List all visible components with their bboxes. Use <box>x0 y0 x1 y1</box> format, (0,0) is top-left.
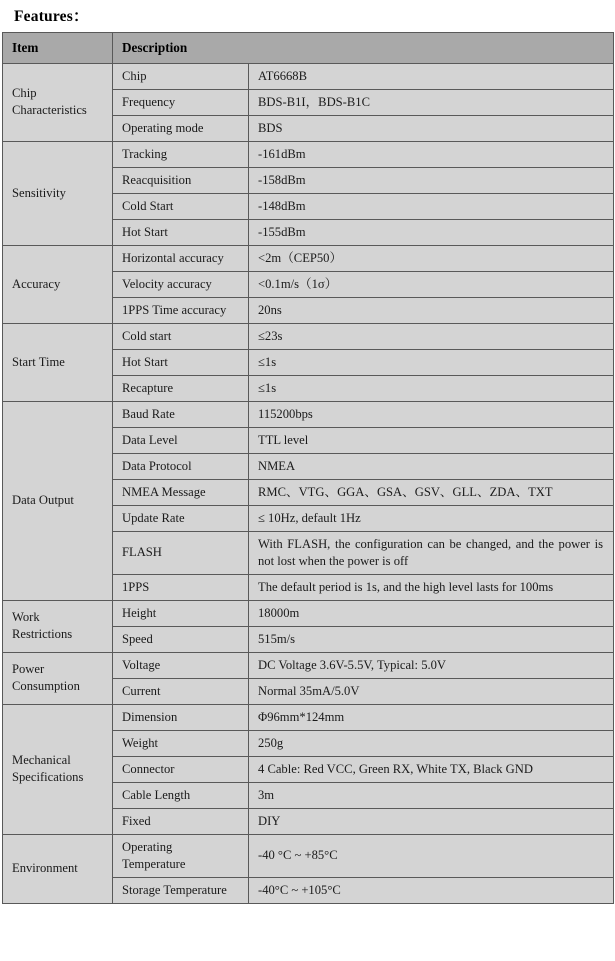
row-label: 1PPS Time accuracy <box>113 297 249 323</box>
row-value: -40°C ~ +105°C <box>249 877 614 903</box>
group-label <box>3 141 113 245</box>
row-label: Cold start <box>113 323 249 349</box>
row-label: Frequency <box>113 89 249 115</box>
row-value: TTL level <box>249 427 614 453</box>
row-label: Hot Start <box>113 349 249 375</box>
row-label: Horizontal accuracy <box>113 245 249 271</box>
column-header-item: Item <box>3 33 113 64</box>
row-label: Reacquisition <box>113 167 249 193</box>
row-label: FLASH <box>113 531 249 574</box>
column-header-description: Description <box>113 33 614 64</box>
table-header <box>3 33 614 64</box>
row-value: BDS-B1I，BDS-B1C <box>249 89 614 115</box>
row-value: Φ96mm*124mm <box>249 704 614 730</box>
group-label <box>3 323 113 401</box>
row-label: Storage Temperature <box>113 877 249 903</box>
row-value: The default period is 1s, and the high level lasts for 100ms <box>249 574 614 600</box>
specifications-table <box>2 32 614 904</box>
row-value: 515m/s <box>249 626 614 652</box>
row-value: Normal 35mA/5.0V <box>249 678 614 704</box>
group-label <box>3 652 113 704</box>
row-value: DIY <box>249 808 614 834</box>
group-label-line: Specifications <box>12 770 84 785</box>
row-value: -158dBm <box>249 167 614 193</box>
group-label <box>3 245 113 323</box>
row-label: 1PPS <box>113 574 249 600</box>
page-title: Features： <box>14 8 89 25</box>
group-label-line: Data Output <box>12 493 74 508</box>
row-label: Update Rate <box>113 505 249 531</box>
group-label-line: Work <box>12 610 40 625</box>
row-value: With FLASH, the configuration can be changed, and the power is not lost when the power is off <box>249 531 614 574</box>
group-label-line: Sensitivity <box>12 185 66 200</box>
row-label: Data Protocol <box>113 453 249 479</box>
group-label-line: Restrictions <box>12 627 73 642</box>
group-label-line: Characteristics <box>12 103 87 118</box>
row-value: 18000m <box>249 600 614 626</box>
row-label: Hot Start <box>113 219 249 245</box>
row-label: Cable Length <box>113 782 249 808</box>
table-header-row <box>3 33 614 64</box>
group-label-line: Chip <box>12 86 37 101</box>
table-row <box>3 652 614 678</box>
row-label-line: Temperature <box>122 856 186 871</box>
row-value: -40 °C ~ +85°C <box>249 834 614 877</box>
table-row <box>3 600 614 626</box>
row-label: Recapture <box>113 375 249 401</box>
row-value: RMC、VTG、GGA、GSA、GSV、GLL、ZDA、TXT <box>249 479 614 505</box>
row-label: Voltage <box>113 652 249 678</box>
row-value: ≤ 10Hz, default 1Hz <box>249 505 614 531</box>
group-label <box>3 401 113 600</box>
row-label: Connector <box>113 756 249 782</box>
row-value: BDS <box>249 115 614 141</box>
row-value: <0.1m/s（1σ） <box>249 271 614 297</box>
table-row <box>3 141 614 167</box>
row-label <box>113 834 249 877</box>
table-row <box>3 704 614 730</box>
group-label <box>3 834 113 903</box>
row-value: ≤1s <box>249 375 614 401</box>
group-label-line: Mechanical <box>12 753 71 768</box>
row-value: ≤1s <box>249 349 614 375</box>
row-value: ≤23s <box>249 323 614 349</box>
row-label: Height <box>113 600 249 626</box>
row-label: Fixed <box>113 808 249 834</box>
table-row <box>3 401 614 427</box>
row-label: Cold Start <box>113 193 249 219</box>
row-value: -148dBm <box>249 193 614 219</box>
row-label: Chip <box>113 63 249 89</box>
row-value: NMEA <box>249 453 614 479</box>
row-value: 115200bps <box>249 401 614 427</box>
group-label <box>3 63 113 141</box>
row-label: Weight <box>113 730 249 756</box>
row-label: Operating mode <box>113 115 249 141</box>
row-label: Velocity accuracy <box>113 271 249 297</box>
table-row <box>3 63 614 89</box>
table-row <box>3 245 614 271</box>
row-value: 4 Cable: Red VCC, Green RX, White TX, Black GND <box>249 756 614 782</box>
row-value: 3m <box>249 782 614 808</box>
row-label: Tracking <box>113 141 249 167</box>
table-row <box>3 323 614 349</box>
row-value: -155dBm <box>249 219 614 245</box>
row-label: Baud Rate <box>113 401 249 427</box>
row-label: NMEA Message <box>113 479 249 505</box>
table-body <box>3 63 614 903</box>
row-value: DC Voltage 3.6V-5.5V, Typical: 5.0V <box>249 652 614 678</box>
row-label: Current <box>113 678 249 704</box>
row-value: -161dBm <box>249 141 614 167</box>
row-value: <2m（CEP50） <box>249 245 614 271</box>
row-label: Dimension <box>113 704 249 730</box>
row-label: Data Level <box>113 427 249 453</box>
group-label-line: Accuracy <box>12 276 61 291</box>
group-label-line: Environment <box>12 861 78 876</box>
row-value: 20ns <box>249 297 614 323</box>
row-value: 250g <box>249 730 614 756</box>
group-label-line: Start Time <box>12 354 65 369</box>
group-label-line: Power <box>12 662 45 677</box>
group-label <box>3 704 113 834</box>
row-label-line: Operating <box>122 839 173 854</box>
row-value: AT6668B <box>249 63 614 89</box>
group-label <box>3 600 113 652</box>
row-label: Speed <box>113 626 249 652</box>
group-label-line: Consumption <box>12 679 80 694</box>
table-row <box>3 834 614 877</box>
